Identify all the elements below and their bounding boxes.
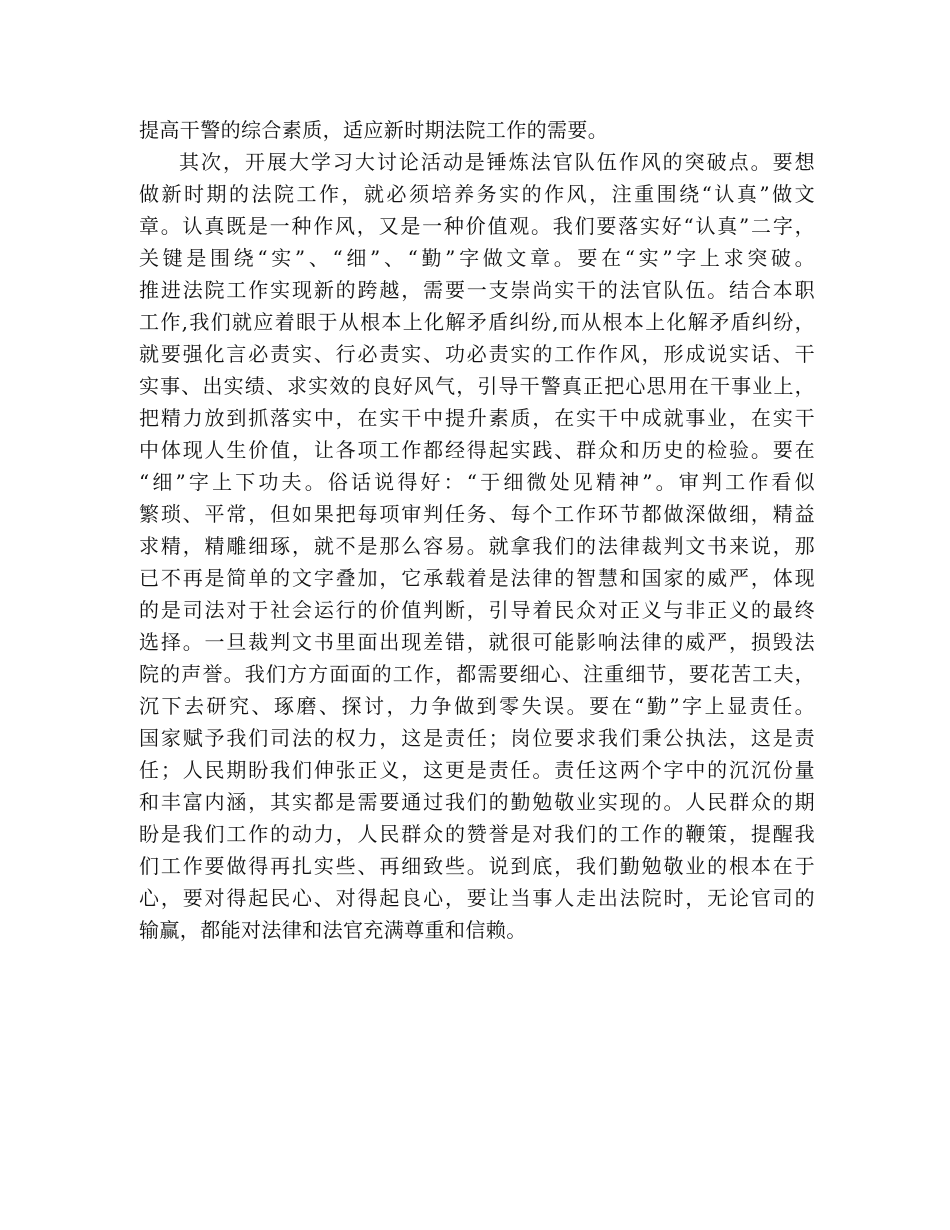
paragraph-start-line: 其次，开展大学习大讨论活动是锤炼法官队伍作风的突破点。要想 [179,150,815,174]
text-line: “细”字上下功夫。俗话说得好：“于细微处见精神”。审判工作看似 [139,470,815,494]
text-line: 国家赋予我们司法的权力，这是责任；岗位要求我们秉公执法，这是责 [139,726,815,750]
text-line: 们工作要做得再扎实些、再细致些。说到底，我们勤勉敬业的根本在于 [139,854,815,878]
text-line: 繁琐、平常，但如果把每项审判任务、每个工作环节都做深做细，精益 [139,502,815,526]
text-line: 沉下去研究、琢磨、探讨，力争做到零失误。要在“勤”字上显责任。 [139,694,815,718]
text-line: 中体现人生价值，让各项工作都经得起实践、群众和历史的检验。要在 [139,438,815,462]
text-line: 做新时期的法院工作，就必须培养务实的作风，注重围绕“认真”做文 [139,182,815,206]
text-line: 和丰富内涵，其实都是需要通过我们的勤勉敬业实现的。人民群众的期 [139,790,815,814]
text-line: 心，要对得起民心、对得起良心，要让当事人走出法院时，无论官司的 [139,886,815,910]
text-line: 的是司法对于社会运行的价值判断，引导着民众对正义与非正义的最终 [139,598,815,622]
paragraph-end-line: 输赢，都能对法律和法官充满尊重和信赖。 [139,918,527,942]
text-line: 实事、出实绩、求实效的良好风气，引导干警真正把心思用在干事业上， [139,374,815,398]
text-line: 章。认真既是一种作风，又是一种价值观。我们要落实好“认真”二字， [139,214,815,238]
text-line: 推进法院工作实现新的跨越，需要一支崇尚实干的法官队伍。结合本职 [139,278,815,302]
text-line: 关键是围绕“实”、“细”、“勤”字做文章。要在“实”字上求突破。 [139,246,815,270]
text-line: 求精，精雕细琢，就不是那么容易。就拿我们的法律裁判文书来说，那 [139,534,815,558]
text-line: 选择。一旦裁判文书里面出现差错，就很可能影响法律的威严，损毁法 [139,630,815,654]
text-line: 盼是我们工作的动力，人民群众的赞誉是对我们的工作的鞭策，提醒我 [139,822,815,846]
text-line: 工作,我们就应着眼于从根本上化解矛盾纠纷,而从根本上化解矛盾纠纷， [139,310,815,334]
text-line: 就要强化言必责实、行必责实、功必责实的工作作风，形成说实话、干 [139,342,815,366]
body-text [139,114,815,946]
text-line: 提高干警的综合素质，适应新时期法院工作的需要。 [139,118,609,142]
text-line: 任；人民期盼我们伸张正义，这更是责任。责任这两个字中的沉沉份量 [139,758,815,782]
text-line: 已不再是简单的文字叠加，它承载着是法律的智慧和国家的威严，体现 [139,566,815,590]
text-line: 院的声誉。我们方方面面的工作，都需要细心、注重细节，要花苦工夫， [139,662,815,686]
text-line: 把精力放到抓落实中，在实干中提升素质，在实干中成就事业，在实干 [139,406,815,430]
